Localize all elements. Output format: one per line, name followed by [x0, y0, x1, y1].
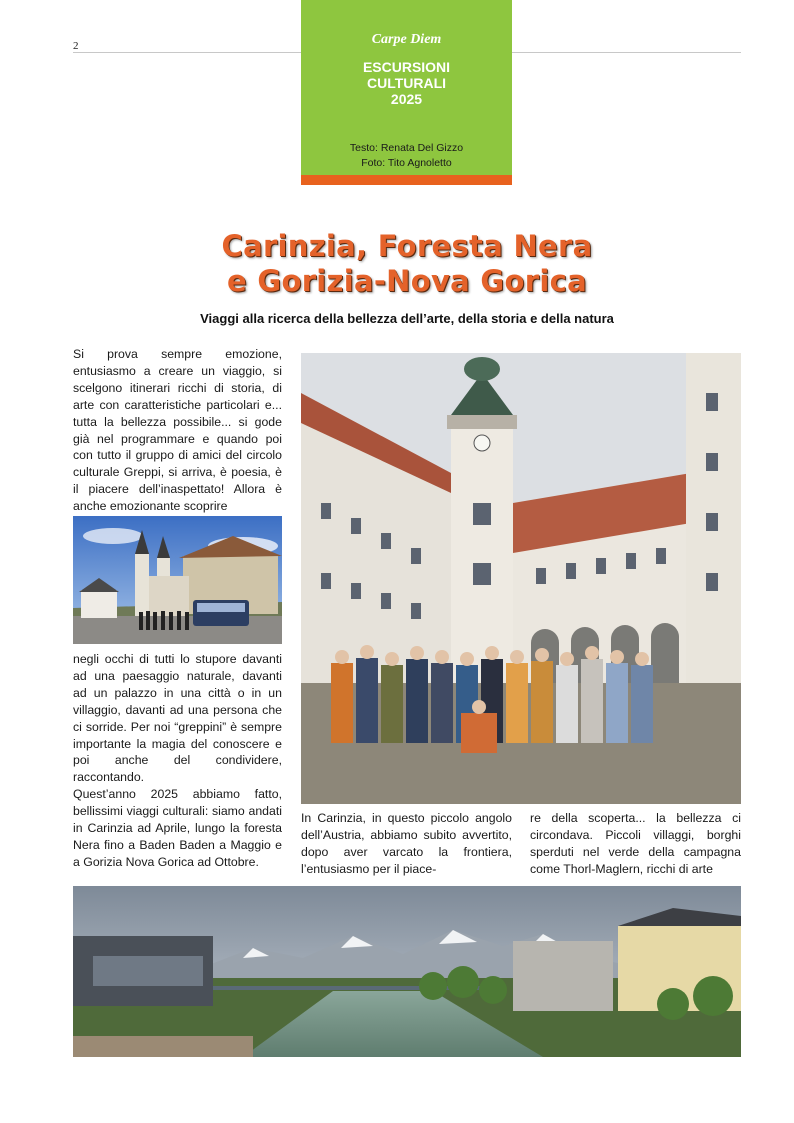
column-3	[530, 810, 741, 878]
paragraph: Quest’anno 2025 abbiamo fatto, bellissimi viaggi culturali: siamo andati in Carinzia ad Aprile, lungo la foresta Nera fino a Baden Baden a Maggio e a Gorizia Nova Gorica ad Ottobre.	[73, 787, 282, 869]
section-line: ESCURSIONI	[362, 59, 451, 75]
column-1-bottom	[73, 651, 282, 871]
photo-credit: Foto: Tito Agnoletto	[361, 157, 452, 169]
section-line: CULTURALI	[366, 75, 447, 91]
magazine-name: Carpe Diem	[371, 32, 442, 47]
banner-accent-strip	[301, 175, 512, 185]
page-number: 2	[73, 40, 79, 52]
column-1-top	[73, 346, 282, 515]
paragraph: re della scoperta... la bellezza ci circondava. Piccoli villaggi, borghi sperduti nel verde della campagna come Thorl-Maglern, ricchi di arte	[530, 811, 741, 876]
paragraph: Si prova sempre emozione, entusiasmo a creare un viaggio, si scelgono itinerari ricchi di storia, di arte con caratteristiche particolari e... tutta la bellezza possibile... si gode già nel programmare e quando poi con tutto il gruppo di amici del circolo culturale Greppi, si arriva, è poesia, è il piacere dell’inaspettato! Allora è anche emozionante scoprire	[73, 347, 282, 514]
title-line: e Gorizia-Nova Gorica	[227, 264, 587, 298]
paragraph: negli occhi di tutti lo stupore davanti ad una paesaggio naturale, davanti ad un palazzo in una città o in un villaggio, davanti ad una persona che ci sorride. Per noi “greppini” è sempre importante la magia del conoscere e poi anche del condividere, raccontando.	[73, 652, 282, 785]
section-banner	[301, 0, 512, 175]
abbey-photo	[73, 516, 282, 644]
paragraph: In Carinzia, in questo piccolo angolo dell’Austria, abbiamo subito avvertito, dopo aver varcato la frontiera, l’entusiasmo per il piace-	[301, 811, 512, 876]
section-title	[301, 59, 512, 107]
credits	[301, 141, 512, 171]
section-line: 2025	[390, 91, 423, 107]
group-photo-landhaus	[301, 353, 741, 804]
text-credit: Testo: Renata Del Gizzo	[349, 142, 464, 154]
title-line: Carinzia, Foresta Nera	[221, 229, 593, 263]
column-2	[301, 810, 512, 878]
article-title	[120, 229, 694, 299]
article-subtitle: Viaggi alla ricerca della bellezza dell’arte, della storia e della natura	[200, 311, 614, 326]
river-panorama-photo	[73, 886, 741, 1057]
